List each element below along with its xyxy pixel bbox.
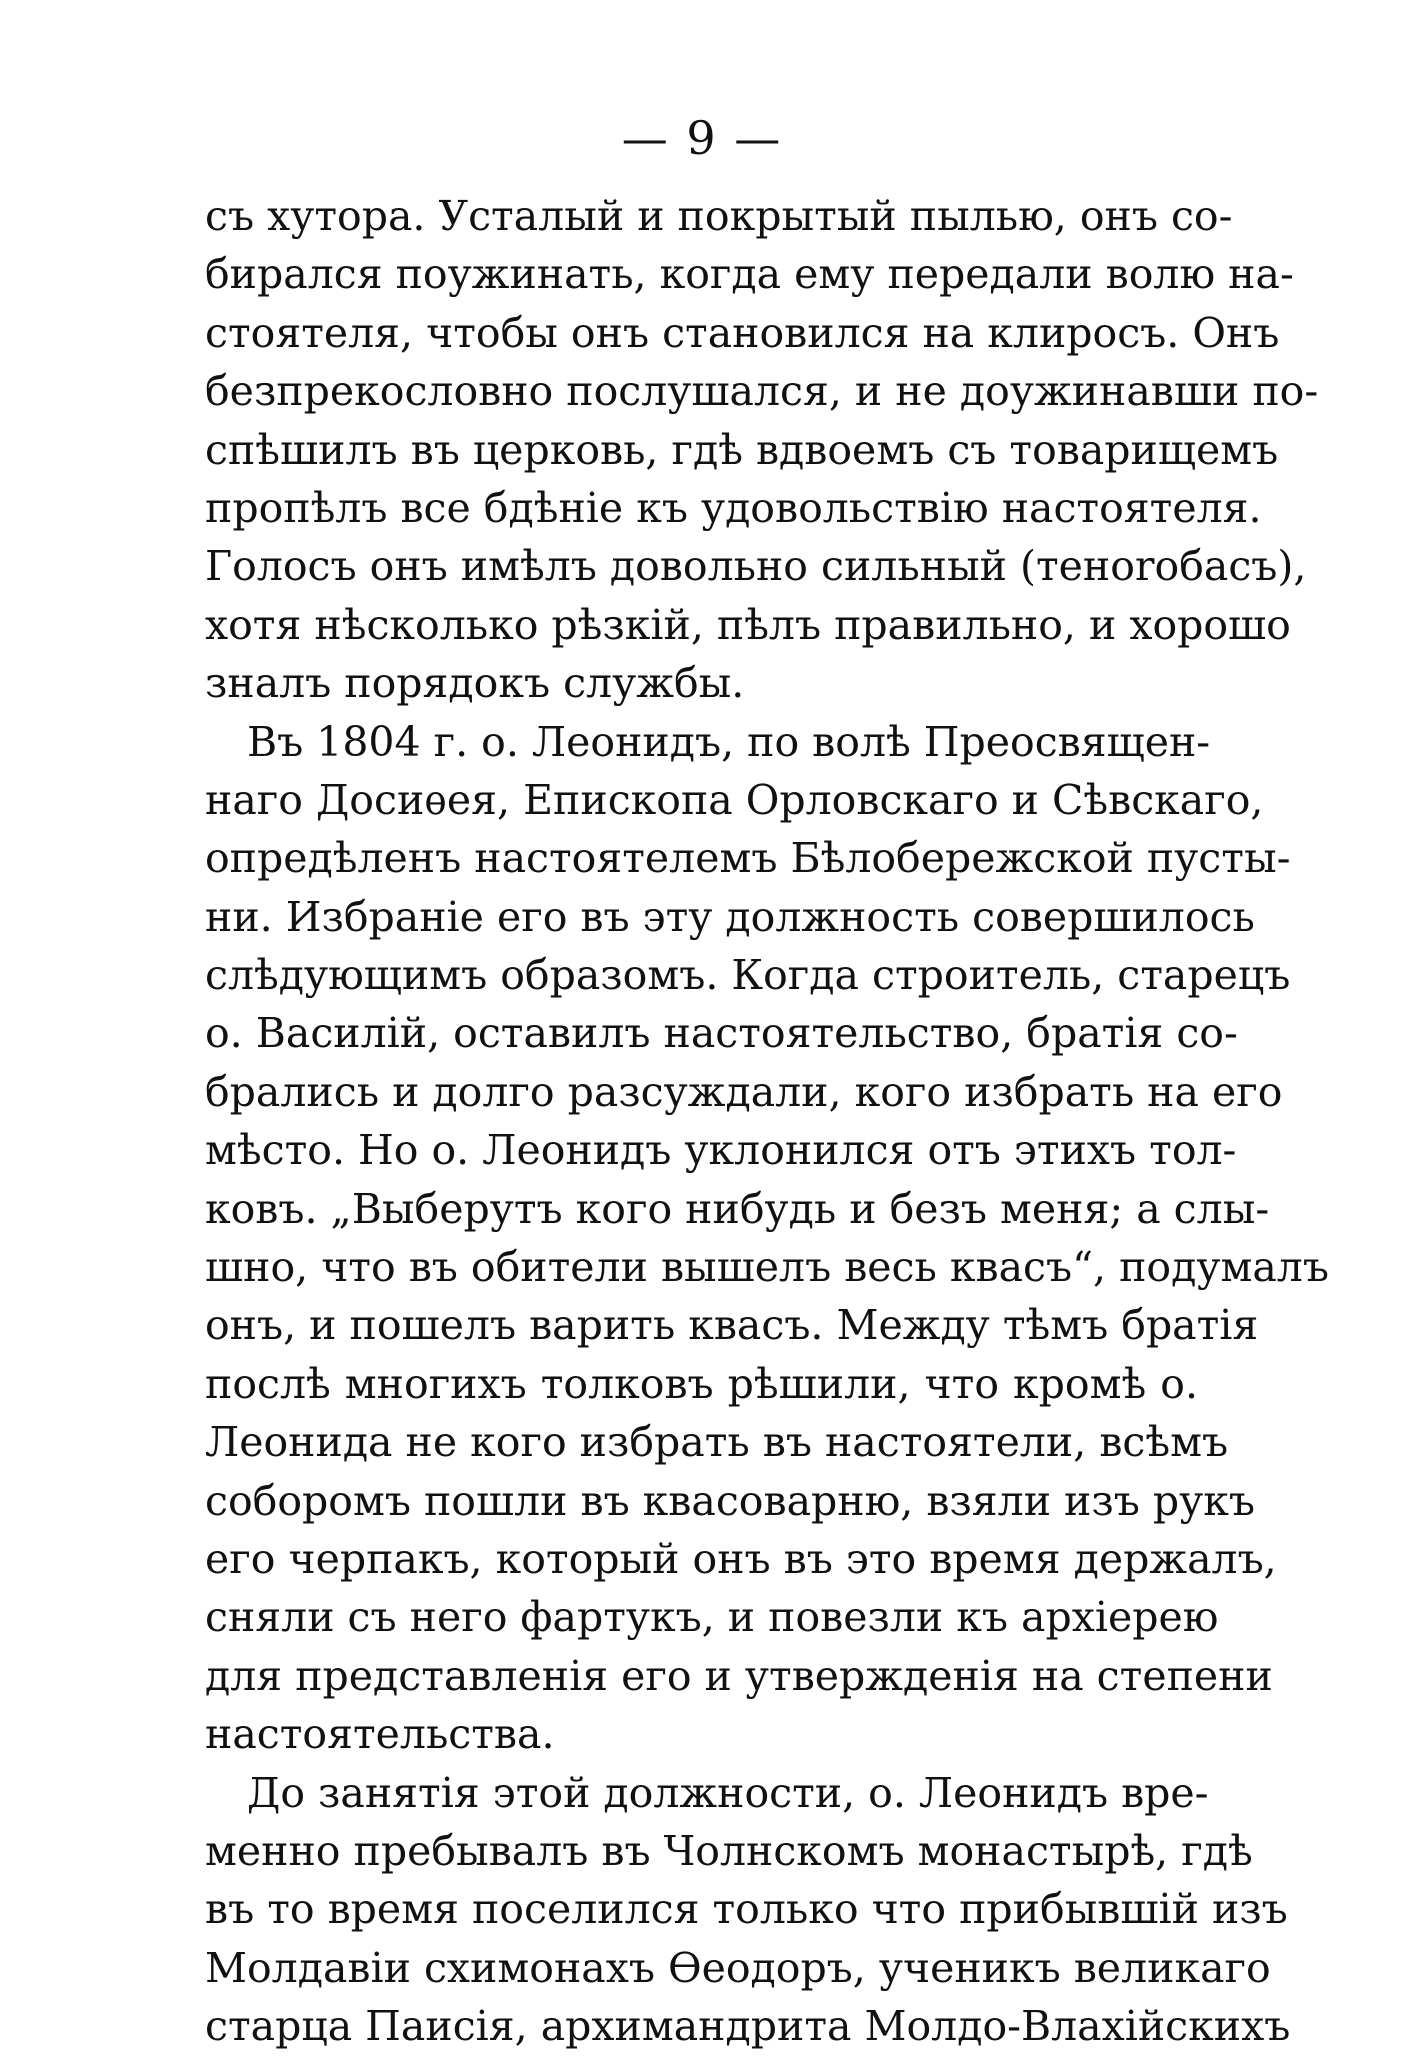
text-line: слѣдующимъ образомъ. Когда строитель, старецъ [205,951,1291,1000]
text-line: шно, что въ обители вышелъ весь квасъ“, подумалъ [205,1243,1329,1292]
text-line: послѣ многихъ толковъ рѣшили, что кромѣ о. [205,1359,1198,1408]
text-line: ковъ. „Выберутъ кого нибудь и безъ меня; а слы- [205,1184,1270,1233]
text-line: зналъ порядокъ службы. [205,659,745,708]
paragraph-start-line: Въ 1804 г. о. Леонидъ, по волѣ Преосвящен- [247,717,1211,766]
text-line: о. Василій, оставилъ настоятельство, братія со- [205,1009,1238,1058]
text-line: Голосъ онъ имѣлъ довольно сильный (тенorобасъ), [205,542,1307,591]
body-text [205,187,1329,2056]
text-line: соборомъ пошли въ квасоварню, взяли изъ рукъ [205,1476,1255,1525]
text-line: спѣшилъ въ церковь, гдѣ вдвоемъ съ товарищемъ [205,425,1279,474]
text-line: хотя нѣсколько рѣзкій, пѣлъ правильно, и хорошо [205,600,1291,649]
text-line: менно пребывалъ въ Чолнскомъ монастырѣ, гдѣ [205,1826,1253,1875]
paragraph-start-line: До занятія этой должности, о. Леонидъ вре- [247,1768,1209,1817]
text-line: его черпакъ, который онъ въ это время держалъ, [205,1534,1277,1583]
text-line: брались и долго разсуждали, кого избрать на его [205,1067,1283,1116]
page-number: — 9 — [621,111,783,165]
text-line: въ то время поселился только что прибывшій изъ [205,1885,1288,1934]
text-line: съ хутора. Усталый и покрытый пылью, онъ со- [205,192,1233,240]
text-line: для представленія его и утвержденія на степени [205,1651,1273,1700]
text-line: наго Досиѳея, Епископа Орловскаго и Сѣвскаго, [205,775,1264,824]
text-line: безпрекословно послушался, и не доужинавши по- [205,367,1319,416]
text-line: настоятельства. [205,1710,555,1759]
text-line: опредѣленъ настоятелемъ Бѣлоберeжской пусты- [205,834,1291,883]
text-line: стоятеля, чтобы онъ становился на клиросъ. Онъ [205,308,1280,357]
text-line: сняли съ него фартукъ, и повезли къ архіерею [205,1593,1219,1642]
text-line: Молдавіи схимонахъ Ѳеодоръ, ученикъ великаго [205,1943,1271,1992]
text-line: старца Паисія, архимандрита Молдо-Влахійскихъ [205,2002,1291,2051]
text-line: бирался поужинать, когда ему передали волю на- [205,250,1294,299]
text-line: Леонида не кого избрать въ настоятели, всѣмъ [205,1418,1229,1467]
text-line: пропѣлъ все бдѣніе къ удовольствію настоятеля. [205,483,1262,532]
text-line: мѣсто. Но о. Леонидъ уклонился отъ этихъ тол- [205,1126,1237,1175]
text-line: онъ, и пошелъ варить квасъ. Между тѣмъ братія [205,1301,1259,1350]
text-line: ни. Избраніе его въ эту должность совершилось [205,892,1255,941]
